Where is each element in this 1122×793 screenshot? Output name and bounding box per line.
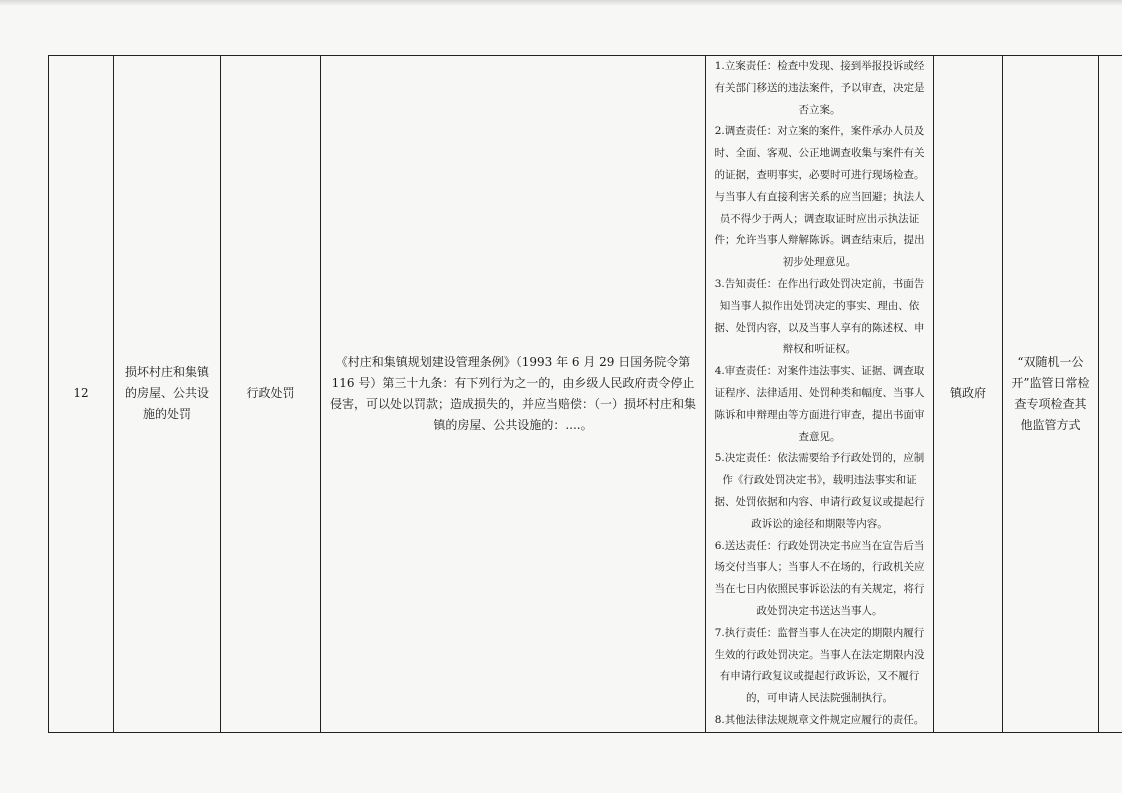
remark-cell bbox=[1099, 56, 1122, 733]
responsibility-item: 7.执行责任：监督当事人在决定的期限内履行生效的行政处罚决定。当事人在法定期限内没有申请行政复议或提起行政诉讼，又不履行的，可申请人民法院强制执行。 bbox=[714, 626, 925, 705]
responsibility-item: 1.立案责任：检查中发现、接到举报投诉或经有关部门移送的违法案件，予以审查，决定是否立案。 bbox=[714, 60, 925, 116]
responsibility-cell bbox=[706, 56, 934, 733]
legal-basis-cell: 《村庄和集镇规划建设管理条例》（1993 年 6 月 29 日国务院令第 116 号）第三十九条：有下列行为之一的，由乡级人民政府责令停止侵害，可以处以罚款；造成损失的，并应当赔偿：（一）损坏村庄和集镇的房屋、公共设施的：....。 bbox=[321, 56, 706, 733]
item-name-cell: 损坏村庄和集镇的房屋、公共设施的处罚 bbox=[114, 56, 221, 733]
power-list-table bbox=[48, 55, 1122, 733]
table-row bbox=[49, 56, 1122, 733]
responsibility-item: 5.决定责任：依法需要给予行政处罚的，应制作《行政处罚决定书》，载明违法事实和证据、处罚依据和内容、申请行政复议或提起行政诉讼的途径和期限等内容。 bbox=[714, 452, 925, 530]
implementing-subject-cell: 镇政府 bbox=[934, 56, 1003, 733]
responsibility-item: 8.其他法律法规规章文件规定应履行的责任。 bbox=[714, 713, 925, 726]
responsibility-item: 3.告知责任：在作出行政处罚决定前，书面告知当事人拟作出处罚决定的事实、理由、依据、处罚内容，以及当事人享有的陈述权、申辩权和听证权。 bbox=[714, 277, 925, 356]
item-number-cell: 12 bbox=[49, 56, 114, 733]
responsibility-item: 4.审查责任：对案件违法事实、证据、调查取证程序、法律适用、处罚种类和幅度、当事人陈诉和申辩理由等方面进行审查，提出书面审查意见。 bbox=[714, 365, 925, 443]
scan-top-edge bbox=[0, 0, 1122, 6]
responsibility-item: 6.送达责任：行政处罚决定书应当在宣告后当场交付当事人；当事人不在场的，行政机关应当在七日内依照民事诉讼法的有关规定，将行政处罚决定书送达当事人。 bbox=[714, 539, 925, 617]
supervision-method-cell: “双随机一公开”监管日常检查专项检查其他监管方式 bbox=[1003, 56, 1099, 733]
responsibility-item: 2.调查责任：对立案的案件，案件承办人员及时、全面、客观、公正地调查收集与案件有关的证据，查明事实，必要时可进行现场检查。与当事人有直接利害关系的应当回避；执法人员不得少于两人；调查取证时应出示执法证件；允许当事人辩解陈诉。调查结束后，提出初步处理意见。 bbox=[714, 125, 925, 269]
power-type-cell: 行政处罚 bbox=[221, 56, 321, 733]
